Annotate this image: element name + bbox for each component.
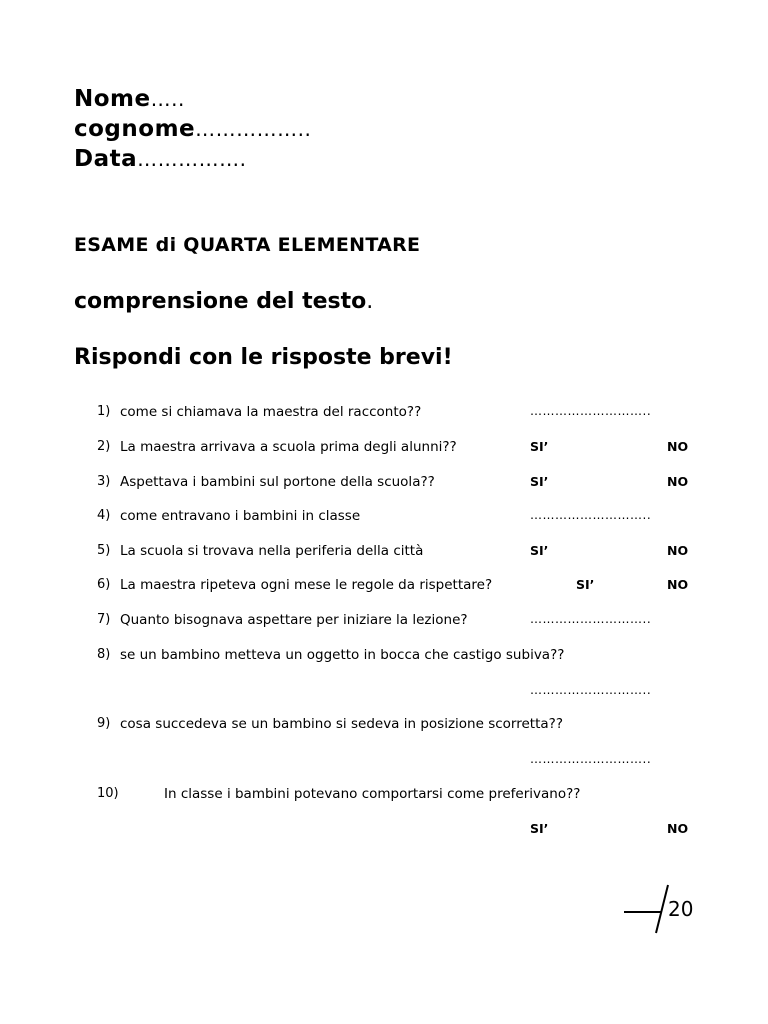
name-dots: ….. <box>150 87 185 111</box>
question-text: come si chiamava la maestra del racconto?? <box>120 404 422 420</box>
instruction-title: Rispondi con le risposte brevi! <box>74 345 453 370</box>
no-option: NO <box>667 543 689 558</box>
question-number: 8) <box>97 647 111 662</box>
question-number: 10) <box>97 786 119 801</box>
no-option: NO <box>667 474 689 489</box>
name-field <box>74 86 185 112</box>
date-label: Data <box>74 146 138 172</box>
answer-line: ……………………….. <box>530 683 652 697</box>
name-label: Nome <box>74 86 151 112</box>
section-title-text: comprensione del testo <box>74 289 367 314</box>
si-option: SI’ <box>576 577 595 592</box>
question-text: come entravano i bambini in classe <box>120 508 361 524</box>
question-number: 4) <box>97 508 111 523</box>
question-text: Aspettava i bambini sul portone della scuola?? <box>120 474 435 490</box>
section-title <box>74 289 373 314</box>
question-number: 5) <box>97 543 111 558</box>
surname-dots: …………….. <box>195 117 312 141</box>
surname-field <box>74 116 311 142</box>
question-text: In classe i bambini potevano comportarsi come preferivano?? <box>164 786 581 802</box>
exam-title: ESAME di QUARTA ELEMENTARE <box>74 234 421 256</box>
section-title-period: . <box>366 289 374 314</box>
answer-line: ……………………….. <box>530 508 652 522</box>
question-number: 2) <box>97 439 111 454</box>
si-option: SI’ <box>530 439 549 454</box>
si-option: SI’ <box>530 543 549 558</box>
question-number: 6) <box>97 577 111 592</box>
answer-line: ……………………….. <box>530 612 652 626</box>
question-7 <box>0 612 768 634</box>
question-text: cosa succedeva se un bambino si sedeva in posizione scorretta?? <box>120 716 563 732</box>
question-1 <box>0 404 768 426</box>
date-dots: ……………. <box>137 147 247 171</box>
answer-line: ……………………….. <box>530 404 652 418</box>
score-mark <box>622 880 702 940</box>
surname-label: cognome <box>74 116 196 142</box>
question-number: 7) <box>97 612 111 627</box>
question-9 <box>0 716 768 766</box>
question-number: 1) <box>97 404 111 419</box>
date-field <box>74 146 247 172</box>
no-option: NO <box>667 439 689 454</box>
no-option: NO <box>667 821 689 836</box>
score-total: 20 <box>668 897 694 921</box>
si-option: SI’ <box>530 474 549 489</box>
question-4 <box>0 508 768 530</box>
question-text: La scuola si trovava nella periferia della città <box>120 543 424 559</box>
question-3 <box>0 474 768 496</box>
no-option: NO <box>667 577 689 592</box>
question-text: La maestra ripeteva ogni mese le regole da rispettare? <box>120 577 493 593</box>
question-text: Quanto bisognava aspettare per iniziare la lezione? <box>120 612 468 628</box>
question-number: 9) <box>97 716 111 731</box>
si-option: SI’ <box>530 821 549 836</box>
question-number: 3) <box>97 474 111 489</box>
question-8 <box>0 647 768 697</box>
score-slash <box>656 885 668 933</box>
question-6 <box>0 577 768 599</box>
question-5 <box>0 543 768 565</box>
answer-line: ……………………….. <box>530 752 652 766</box>
question-text: se un bambino metteva un oggetto in bocca che castigo subiva?? <box>120 647 565 663</box>
question-10 <box>0 786 768 836</box>
question-text: La maestra arrivava a scuola prima degli alunni?? <box>120 439 457 455</box>
question-2 <box>0 439 768 461</box>
